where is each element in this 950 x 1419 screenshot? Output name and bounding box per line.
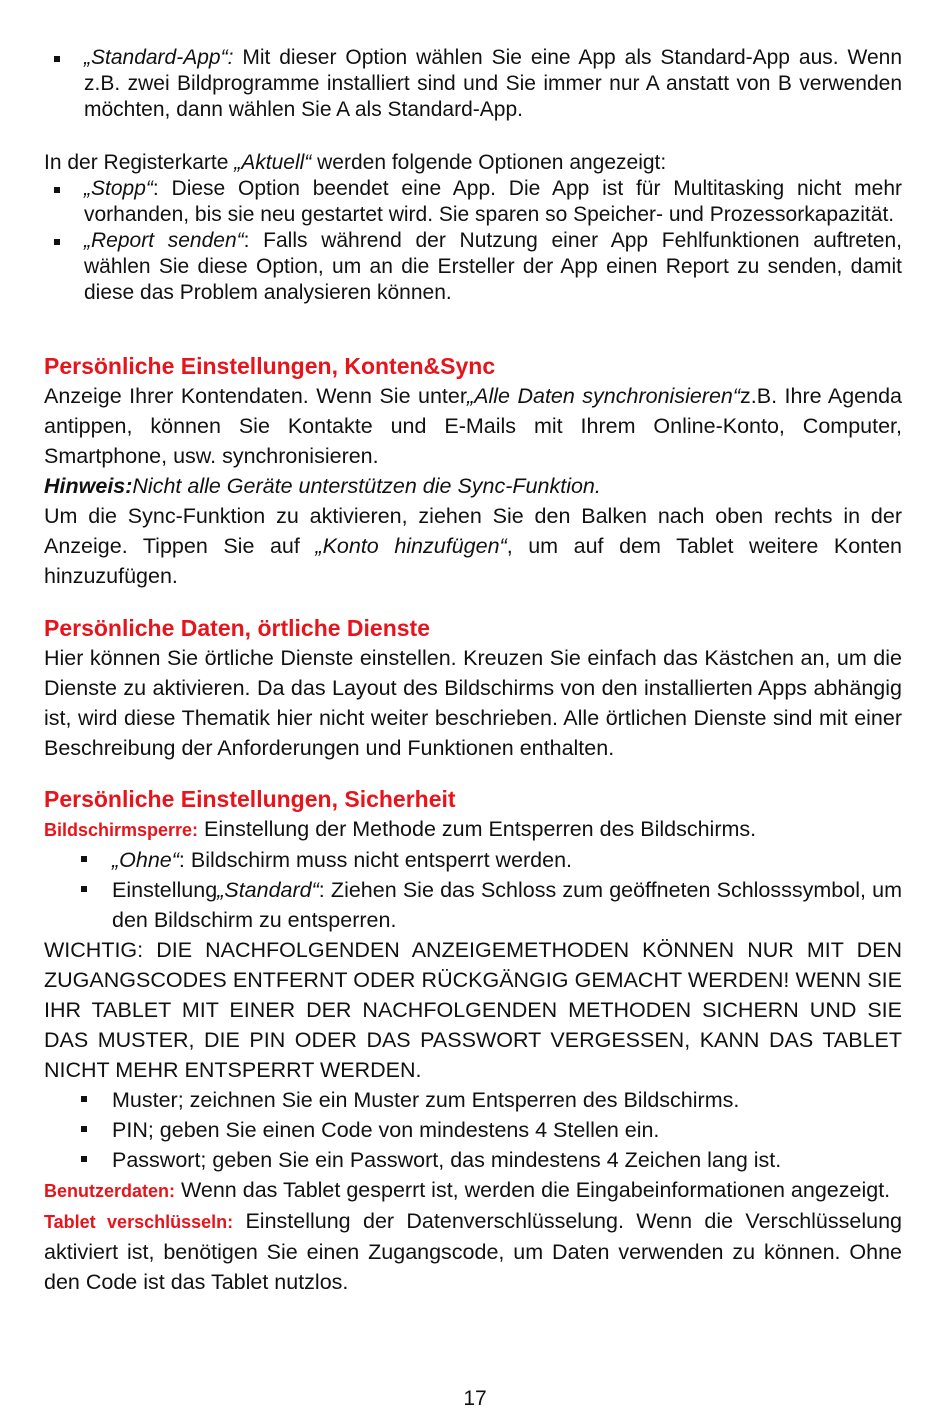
list-item [44,875,902,935]
user-data-label: Benutzerdaten: [44,1181,176,1201]
intro-term: „Aktuell“ [234,151,312,174]
bullet-text: : Ziehen Sie das Schloss zum geöffneten Schlosssymbol, um den Bildschirm zu entsperren. [112,878,902,932]
bullet-text: Passwort; geben Sie ein Passwort, das mindestens 4 Zeichen lang ist. [112,1148,782,1172]
bullet-square-icon [54,239,60,245]
lock-options-list [44,845,902,935]
list-item [44,1115,902,1145]
sync-paragraph [44,501,902,591]
encrypt-paragraph [44,1206,902,1297]
bullet-square-icon [81,1156,87,1162]
list-item [44,845,902,875]
screen-lock-label: Bildschirmsperre: [44,820,199,840]
bullet-square-icon [81,1096,87,1102]
lock-methods-list [44,1085,902,1175]
bullet-text: : Diese Option beendet eine App. Die App ist für Multitasking nicht mehr vorhanden, bis sie neu gestartet wird. Sie sparen so Speicher- und Prozessorkapazität. [84,177,902,226]
paragraph-text: Um die Sync-Funktion zu aktivieren, ziehen Sie den Balken nach oben rechts in der Anzeige. Tippen Sie auf [44,504,902,558]
paragraph-text: , um auf dem Tablet weitere Konten hinzuzufügen. [44,534,903,588]
bullet-text: Muster; zeichnen Sie ein Muster zum Entsperren des Bildschirms. [112,1088,740,1112]
user-data-paragraph [44,1175,902,1206]
page-number: 17 [463,1387,487,1410]
standard-app-section [44,45,902,123]
location-paragraph: Hier können Sie örtliche Dienste einstellen. Kreuzen Sie einfach das Kästchen an, um die Dienste zu aktivieren. Da das Layout des Bildschirms von den installierten Apps abhängig ist, wird diese Thematik hier nicht weiter beschrieben. Alle örtlichen Dienste sind mit einer Beschreibung der Anforderungen und Funktionen enthalten. [44,646,902,760]
location-services-section [44,613,902,763]
list-item [44,228,902,306]
bullet-term: „Stopp“ [84,177,153,200]
intro-text: werden folgende Optionen angezeigt: [311,151,667,174]
screen-lock-paragraph [44,814,902,845]
encrypt-label: Tablet verschlüsseln: [44,1212,234,1232]
note-text: Nicht alle Geräte unterstützen die Sync-Funktion. [132,474,601,498]
konten-paragraph [44,381,902,471]
bullet-term: „Standard“ [217,878,319,902]
list-item [44,176,902,228]
bullet-square-icon [81,1126,87,1132]
section-heading: Persönliche Einstellungen, Konten&Sync [44,353,496,379]
security-section [44,784,902,1297]
bullet-text: Mit dieser Option wählen Sie eine App als Standard-App aus. Wenn z.B. zwei Bildprogramme installiert sind und Sie immer nur A anstatt von B verwenden möchten, dann wählen Sie A als Standard-App. [84,46,902,121]
konten-sync-section [44,351,902,591]
bullet-term: „Standard-App“: [84,46,234,69]
paragraph-text: Einstellung der Datenverschlüsselung. Wenn die Verschlüsselung aktiviert ist, benötigen Sie einen Zugangscode, um Daten verwenden zu können. Ohne den Code ist das Tablet nutzlos. [44,1209,902,1294]
bullet-term: „Report senden“ [84,229,244,252]
section-heading: Persönliche Daten, örtliche Dienste [44,615,431,641]
intro-text: In der Registerkarte [44,151,235,174]
bullet-term: „Ohne“ [112,848,179,872]
standard-app-list [44,45,902,123]
aktuell-options-list [44,176,902,306]
bullet-square-icon [54,187,60,193]
bullet-text: Einstellung [112,878,218,902]
bullet-text: PIN; geben Sie einen Code von mindestens 4 Stellen ein. [112,1118,660,1142]
aktuell-intro [44,150,902,176]
paragraph-term: „Konto hinzufügen“ [315,534,507,558]
warning-paragraph: WICHTIG: DIE NACHFOLGENDEN ANZEIGEMETHODEN KÖNNEN NUR MIT DEN ZUGANGSCODES ENTFERNT ODER RÜCKGÄNGIG GEMACHT WERDEN! WENN SIE IHR TABLET MIT EINER DER NACHFOLGENDEN METHODEN SICHERN UND SIE DAS MUSTER, DIE PIN ODER DAS PASSWORT VERGESSEN, KANN DAS TABLET NICHT MEHR ENTSPERRT WERDEN. [44,938,902,1082]
bullet-square-icon [54,56,60,62]
list-item [44,1085,902,1115]
bullet-text: : Bildschirm muss nicht entsperrt werden. [178,848,573,872]
note-label: Hinweis: [44,474,133,498]
list-item [44,1145,902,1175]
paragraph-text: Einstellung der Methode zum Entsperren des Bildschirms. [198,817,757,841]
list-item [44,45,902,123]
section-heading: Persönliche Einstellungen, Sicherheit [44,786,456,812]
paragraph-term: „Alle Daten synchronisieren“ [467,384,741,408]
paragraph-text: Anzeige Ihrer Kontendaten. Wenn Sie unter [44,384,467,408]
paragraph-text: z.B. Ihre Agenda antippen, können Sie Kontakte und E-Mails mit Ihrem Online-Konto, Computer, Smartphone, usw. synchronisieren. [44,384,902,468]
paragraph-text: Wenn das Tablet gesperrt ist, werden die Eingabeinformationen angezeigt. [175,1178,891,1202]
bullet-text: : Falls während der Nutzung einer App Fehlfunktionen auftreten, wählen Sie diese Option, um an die Ersteller der App einen Report zu senden, damit diese das Problem analysieren können. [84,229,902,304]
bullet-square-icon [81,886,87,892]
aktuell-section [44,150,902,306]
hinweis-note [44,471,902,501]
bullet-square-icon [81,856,87,862]
